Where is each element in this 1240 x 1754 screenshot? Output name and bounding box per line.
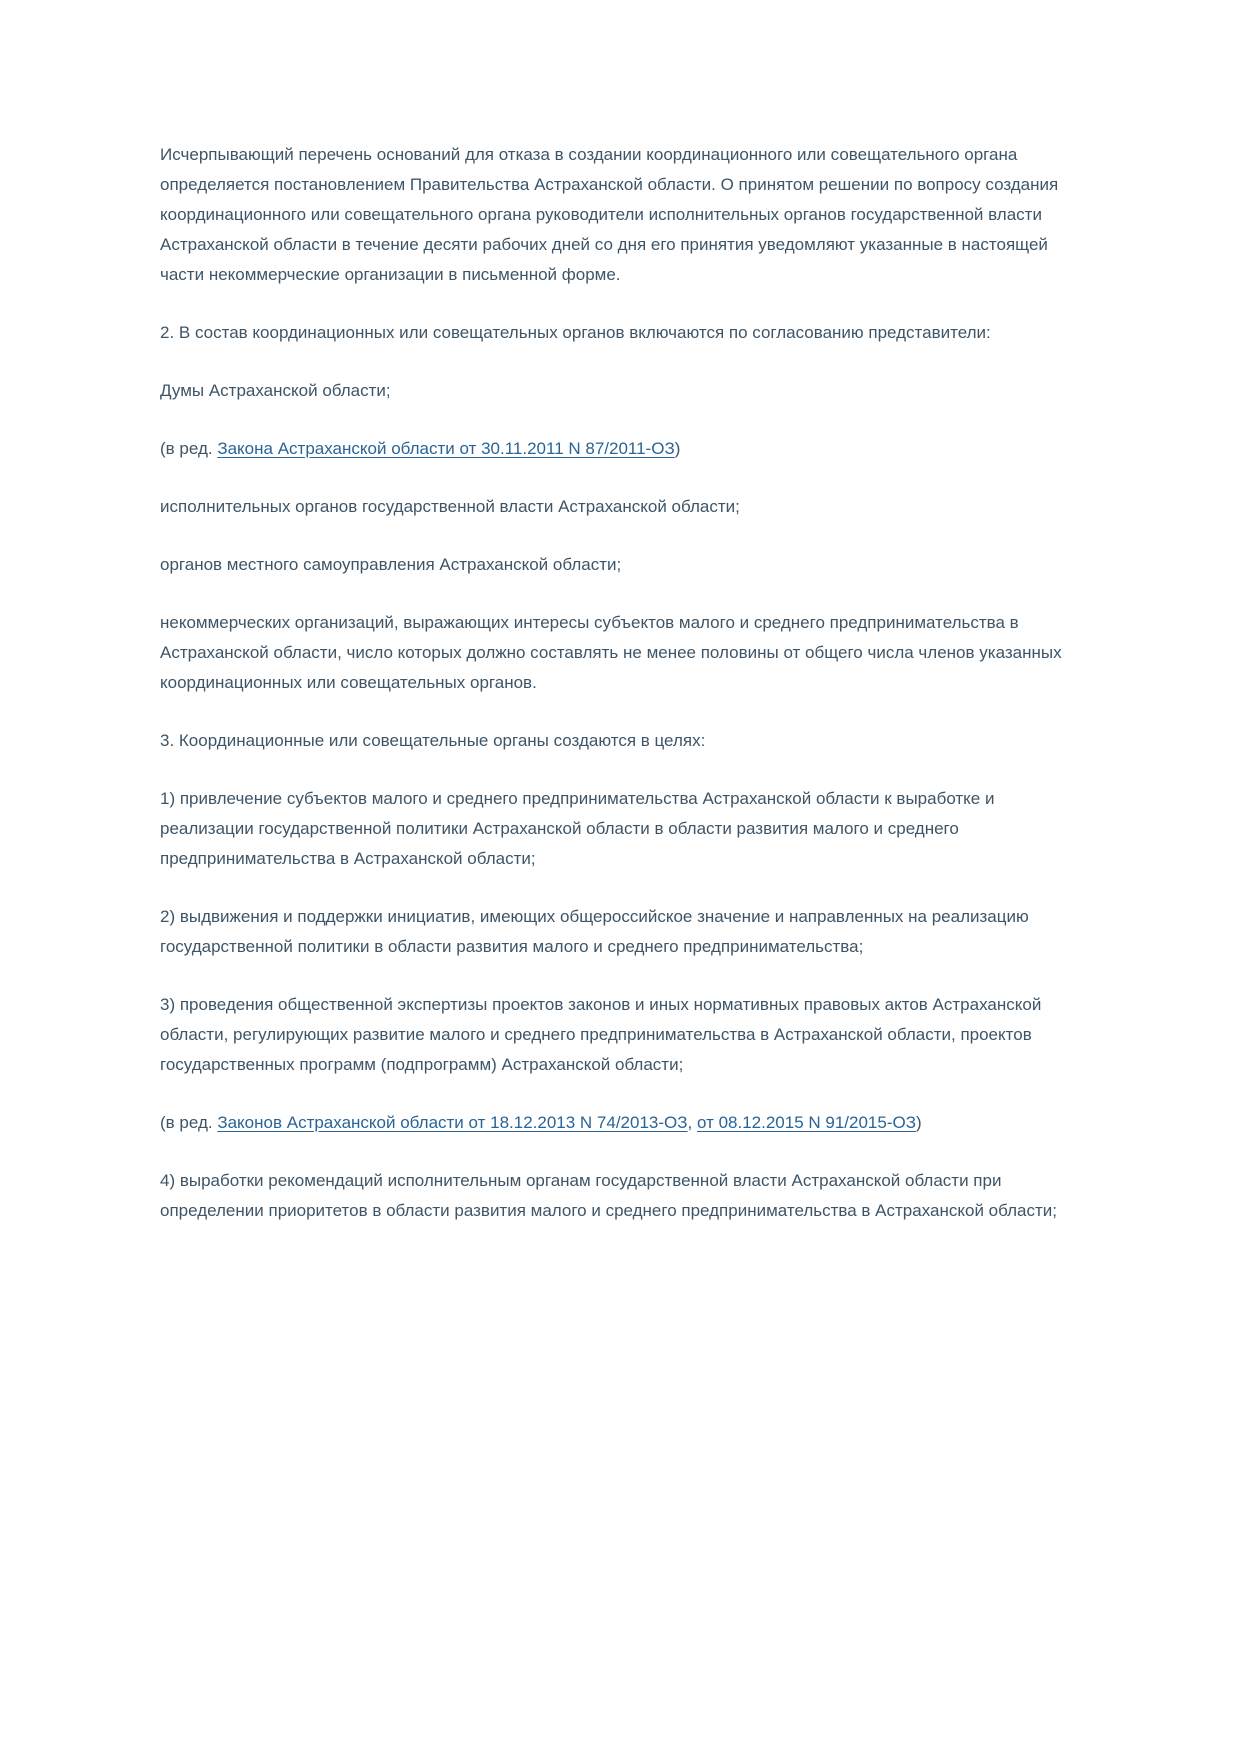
paragraph [160, 1108, 1080, 1138]
paragraph [160, 1166, 1080, 1226]
paragraph-text: 3. Координационные или совещательные органы создаются в целях: [160, 731, 706, 750]
paragraph-text: ) [674, 439, 681, 458]
paragraph [160, 990, 1080, 1080]
paragraph-text: исполнительных органов государственной власти Астраханской области; [160, 497, 740, 516]
paragraph-text: (в ред. [160, 439, 218, 458]
paragraph-text: 2. В состав координационных или совещательных органов включаются по согласованию представители: [160, 323, 991, 342]
paragraph [160, 492, 1080, 522]
paragraph-text: Исчерпывающий перечень оснований для отказа в создании координационного или совещательного органа определяется постановлением Правительства Астраханской области. О принятом решении по вопросу создания координационного или совещательного органа руководители исполнительных органов государственной власти Астраханской области в течение десяти рабочих дней со дня его принятия уведомляют указанные в настоящей части некоммерческие организации в письменной форме. [160, 145, 1059, 284]
paragraph-text: некоммерческих организаций, выражающих интересы субъектов малого и среднего предпринимательства в Астраханской области, число которых должно составлять не менее половины от общего числа членов указанных координационных или совещательных органов. [160, 613, 1062, 692]
paragraph-text: органов местного самоуправления Астраханской области; [160, 555, 622, 574]
paragraph [160, 784, 1080, 874]
paragraph [160, 140, 1080, 290]
paragraph [160, 726, 1080, 756]
paragraph-text: ) [915, 1113, 922, 1132]
paragraph-text: Думы Астраханской области; [160, 381, 391, 400]
paragraph [160, 318, 1080, 348]
paragraph [160, 434, 1080, 464]
paragraph-text: , [687, 1113, 697, 1132]
document-body [160, 140, 1080, 1226]
law-reference-link[interactable]: от 08.12.2015 N 91/2015-ОЗ [696, 1113, 916, 1132]
paragraph [160, 550, 1080, 580]
paragraph-text: 2) выдвижения и поддержки инициатив, имеющих общероссийское значение и направленных на реализацию государственной политики в области развития малого и среднего предпринимательства; [160, 907, 1029, 956]
paragraph [160, 902, 1080, 962]
law-reference-link[interactable]: Законов Астраханской области от 18.12.2013 N 74/2013-ОЗ [217, 1113, 688, 1132]
paragraph [160, 376, 1080, 406]
law-reference-link[interactable]: Закона Астраханской области от 30.11.2011 N 87/2011-ОЗ [217, 439, 675, 458]
paragraph-text: 3) проведения общественной экспертизы проектов законов и иных нормативных правовых актов Астраханской области, регулирующих развитие малого и среднего предпринимательства в Астраханской области, проектов государственных программ (подпрограмм) Астраханской области; [160, 995, 1042, 1074]
paragraph-text: 4) выработки рекомендаций исполнительным органам государственной власти Астраханской области при определении приоритетов в области развития малого и среднего предпринимательства в Астраханской области; [160, 1171, 1057, 1220]
paragraph [160, 608, 1080, 698]
paragraph-text: (в ред. [160, 1113, 218, 1132]
paragraph-text: 1) привлечение субъектов малого и среднего предпринимательства Астраханской области к выработке и реализации государственной политики Астраханской области в области развития малого и среднего предпринимательства в Астраханской области; [160, 789, 995, 868]
